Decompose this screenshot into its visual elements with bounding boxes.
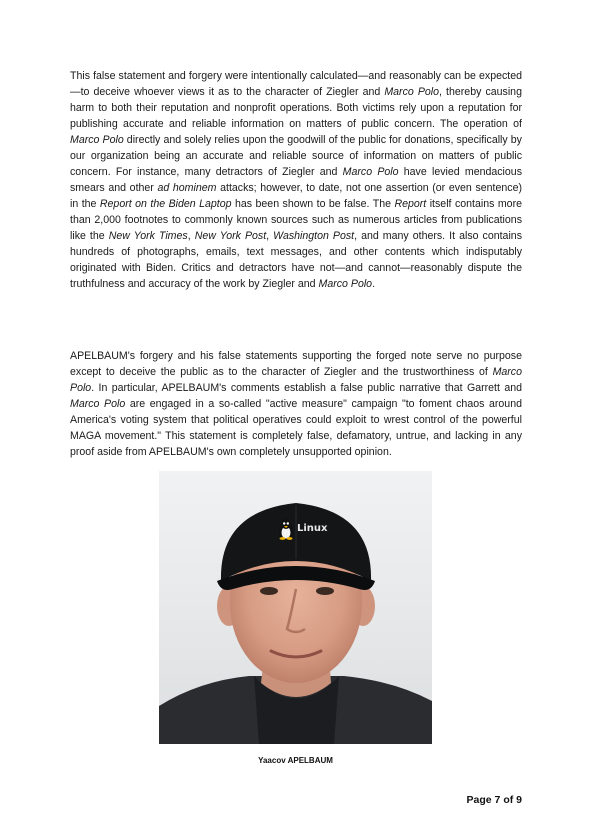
italic-text: Marco Polo (70, 134, 124, 146)
body-text: directly and solely relies upon the goodwill of the public for donations, specifically by our organization being an accurate and reliable source of information on matters of public concern. For instance, many detractors of Ziegler and (70, 134, 522, 178)
body-text: , (187, 230, 195, 242)
body-text: itself contains more than 2,000 footnotes to commonly known sources such as numerous articles from publications like the (70, 198, 522, 242)
body-text: APELBAUM's forgery and his false statements supporting the forged note serve no purpose except to deceive the public as to the character of Ziegler and the trustworthiness of (70, 350, 522, 378)
italic-text: ad hominem (157, 182, 217, 194)
body-text: . In particular, APELBAUM's comments establish a false public narrative that Garrett and (91, 382, 522, 394)
italic-text: Marco Polo (384, 86, 440, 98)
italic-text: Marco Polo (70, 398, 126, 410)
body-text: . (372, 278, 376, 290)
italic-text: Report on the Biden Laptop (99, 198, 232, 210)
italic-text: Report (394, 198, 427, 210)
body-text: has been shown to be false. The (231, 198, 395, 210)
paragraph-1 (70, 68, 522, 292)
tux-penguin-icon (277, 518, 295, 540)
italic-text: Marco Polo (342, 166, 399, 178)
italic-text: Marco Polo (70, 366, 522, 394)
body-text: are engaged in a so-called "active measure" campaign "to foment chaos around America's voting system that political operatives could exploit to wrest control of the powerful MAGA movement." This statement is completely false, defamatory, untrue, and lacking in any proof aside from APELBAUM's own completely unsupported opinion. (70, 398, 522, 458)
page-number: Page 7 of 9 (466, 794, 522, 806)
body-text: This false statement and forgery were intentionally calculated—and reasonably can be expected—to deceive whoever views it as to the character of Ziegler and (70, 70, 522, 98)
photo-caption: Yaacov APELBAUM (258, 756, 333, 765)
portrait-photo (159, 471, 432, 744)
cap-logo-text: Linux (297, 523, 328, 534)
paragraph-2 (70, 348, 522, 460)
italic-text: Washington Post (273, 230, 355, 242)
body-text: , thereby causing harm to both their reputation and nonprofit operations. Both victims rely upon a reputation for publishing accurate and reliable information on matters of public concern. The operation of (70, 86, 522, 130)
body-text: , (266, 230, 274, 242)
italic-text: New York Post (194, 230, 267, 242)
italic-text: New York Times (108, 230, 188, 242)
italic-text: Marco Polo (318, 278, 373, 290)
body-text: attacks; however, to date, not one assertion (or even sentence) in the (70, 182, 522, 210)
body-text: , and many others. It also contains hundreds of photographs, emails, text messages, and other contents which indisputably originated with Biden. Critics and detractors have not—and cannot—reasonably dispute the truthfulness and accuracy of the work by Ziegler and (70, 230, 522, 290)
body-text: have levied mendacious smears and other (70, 166, 522, 194)
